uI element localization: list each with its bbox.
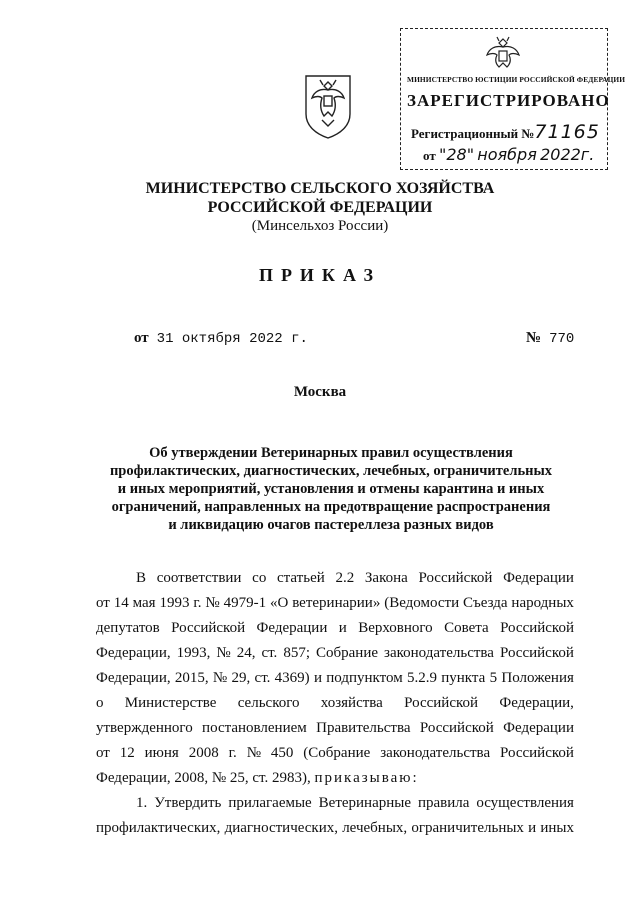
- coat-of-arms-icon: [300, 68, 356, 140]
- word: о: [96, 695, 104, 711]
- order-number: [526, 330, 574, 347]
- order-title-line: профилактических, диагностических, лечебных, ограничительных: [109, 463, 553, 479]
- word: Утвердить: [154, 795, 222, 811]
- word: Федерации, 2008, № 25, ст. 2983),: [96, 770, 311, 786]
- word: 2008: [188, 745, 219, 761]
- word: статьей: [277, 570, 325, 586]
- word: 2015,: [174, 670, 209, 686]
- word: Ветеринарные: [318, 795, 412, 811]
- stamp-regnum-row: [411, 121, 600, 143]
- word: Федерации: [503, 570, 574, 586]
- word: Правительства: [316, 720, 411, 736]
- body-line: [96, 566, 574, 591]
- word: Положения: [501, 670, 574, 686]
- word: Российской: [499, 645, 574, 661]
- word: «О: [269, 595, 289, 611]
- body-line: [96, 641, 574, 666]
- word: хозяйства: [320, 695, 383, 711]
- word: №: [216, 645, 231, 661]
- word: законодательства: [380, 745, 491, 761]
- body-line: [96, 741, 574, 766]
- ministry-short-name: (Минсельхоз России): [251, 218, 389, 234]
- body-line: [96, 816, 574, 841]
- body-line: [96, 591, 574, 616]
- word: 1993: [159, 595, 190, 611]
- city: Москва: [293, 384, 347, 400]
- order-title-line: и иных мероприятий, установления и отмены карантина и иных: [117, 481, 545, 497]
- stamp-date-day: "28": [438, 145, 475, 164]
- word: утвержденного: [96, 720, 193, 736]
- word: 24,: [236, 645, 256, 661]
- order-title-line: Об утверждении Ветеринарных правил осуществления: [149, 445, 513, 461]
- word: В: [136, 570, 147, 586]
- word: лечебных,: [342, 820, 408, 836]
- word: г.: [228, 745, 237, 761]
- word: Российской: [404, 695, 479, 711]
- word: 12: [119, 745, 135, 761]
- word: законодательства: [384, 645, 494, 661]
- body-line: [96, 666, 574, 691]
- stamp-date-prefix: от: [423, 148, 436, 163]
- word: ст.: [254, 670, 271, 686]
- word: (Собрание: [303, 745, 371, 761]
- word: Российской: [500, 745, 574, 761]
- word: 1.: [136, 795, 148, 811]
- word: Федерации,: [96, 670, 171, 686]
- word: мая: [132, 595, 156, 611]
- order-number-value: 770: [549, 331, 575, 347]
- word: сельского: [237, 695, 300, 711]
- word: Федерации: [503, 720, 574, 736]
- word: Федерации,: [499, 695, 574, 711]
- word: Российской: [171, 620, 246, 636]
- word: Съезда: [463, 595, 508, 611]
- ministry-name-line2: РОССИЙСКОЙ ФЕДЕРАЦИИ: [207, 199, 433, 216]
- body-line: [96, 791, 574, 816]
- word: Федерации,: [96, 645, 171, 661]
- word: 29,: [231, 670, 251, 686]
- order-date: [134, 330, 308, 347]
- stamp-regnum-value: 71165: [534, 121, 600, 143]
- word: Федерации: [256, 620, 328, 636]
- word: Министерстве: [124, 695, 217, 711]
- word: народных: [511, 595, 574, 611]
- body-line: [96, 616, 574, 641]
- word: г.: [193, 595, 202, 611]
- order-title: [90, 444, 572, 534]
- word: Российской: [500, 620, 574, 636]
- word: Совета: [444, 620, 489, 636]
- order-title-line: ограничений, направленных на предотвращение распространения: [111, 499, 551, 515]
- word: подпунктом: [326, 670, 403, 686]
- word: и: [528, 820, 537, 836]
- word: иных: [540, 820, 574, 836]
- word: №: [212, 670, 228, 686]
- word: правила: [417, 795, 470, 811]
- word-spaced: приказываю:: [314, 770, 419, 786]
- word: соответствии: [156, 570, 242, 586]
- word: осуществления: [476, 795, 574, 811]
- word: 5: [489, 670, 498, 686]
- word: Российской: [419, 720, 494, 736]
- word: 1993,: [176, 645, 211, 661]
- word: 5.2.9: [406, 670, 437, 686]
- word: Закона: [364, 570, 408, 586]
- stamp-status: ЗАРЕГИСТРИРОВАНО: [407, 91, 610, 110]
- word: (Ведомости: [384, 595, 460, 611]
- word: профилактических,: [96, 820, 221, 836]
- word: 4979-1: [223, 595, 267, 611]
- word: Российской: [418, 570, 493, 586]
- word: Собрание: [316, 645, 379, 661]
- word: ветеринарии»: [292, 595, 381, 611]
- word: и: [313, 670, 322, 686]
- body-text: [96, 566, 574, 841]
- stamp-emblem-icon: [483, 33, 523, 73]
- word: ст.: [261, 645, 278, 661]
- body-line: [96, 766, 574, 791]
- word: и: [338, 620, 347, 636]
- body-line: [96, 716, 574, 741]
- word: №: [246, 745, 262, 761]
- word: от: [96, 745, 110, 761]
- word: 4369): [274, 670, 310, 686]
- body-line: [96, 691, 574, 716]
- word: ограничительных: [411, 820, 524, 836]
- stamp-regnum-label: Регистрационный №: [411, 126, 535, 141]
- word: депутатов: [96, 620, 160, 636]
- order-date-value: 31 октября 2022 г.: [156, 331, 308, 347]
- document-type: ПРИКАЗ: [258, 265, 382, 285]
- word: 857;: [283, 645, 310, 661]
- order-number-sign: №: [526, 330, 542, 346]
- word: постановлением: [202, 720, 307, 736]
- order-title-line: и ликвидацию очагов пастереллеза разных видов: [168, 517, 494, 533]
- word: июня: [144, 745, 179, 761]
- word: диагностических,: [224, 820, 338, 836]
- word: от: [96, 595, 110, 611]
- word: прилагаемые: [228, 795, 312, 811]
- registration-stamp: [400, 28, 626, 170]
- word: пункта: [441, 670, 486, 686]
- order-date-prefix: от: [134, 330, 149, 346]
- stamp-date-month: ноября: [477, 145, 537, 164]
- word: 450: [270, 745, 294, 761]
- stamp-date-year: 2022г.: [540, 145, 595, 164]
- stamp-date-row: [423, 145, 594, 164]
- word: Верховного: [358, 620, 433, 636]
- word: 14: [113, 595, 129, 611]
- ministry-name-line1: МИНИСТЕРСТВО СЕЛЬСКОГО ХОЗЯЙСТВА: [145, 180, 495, 197]
- word: 2.2: [335, 570, 355, 586]
- word: №: [205, 595, 220, 611]
- stamp-ministry-name: МИНИСТЕРСТВО ЮСТИЦИИ РОССИЙСКОЙ ФЕДЕРАЦИИ: [407, 75, 626, 84]
- word: со: [252, 570, 267, 586]
